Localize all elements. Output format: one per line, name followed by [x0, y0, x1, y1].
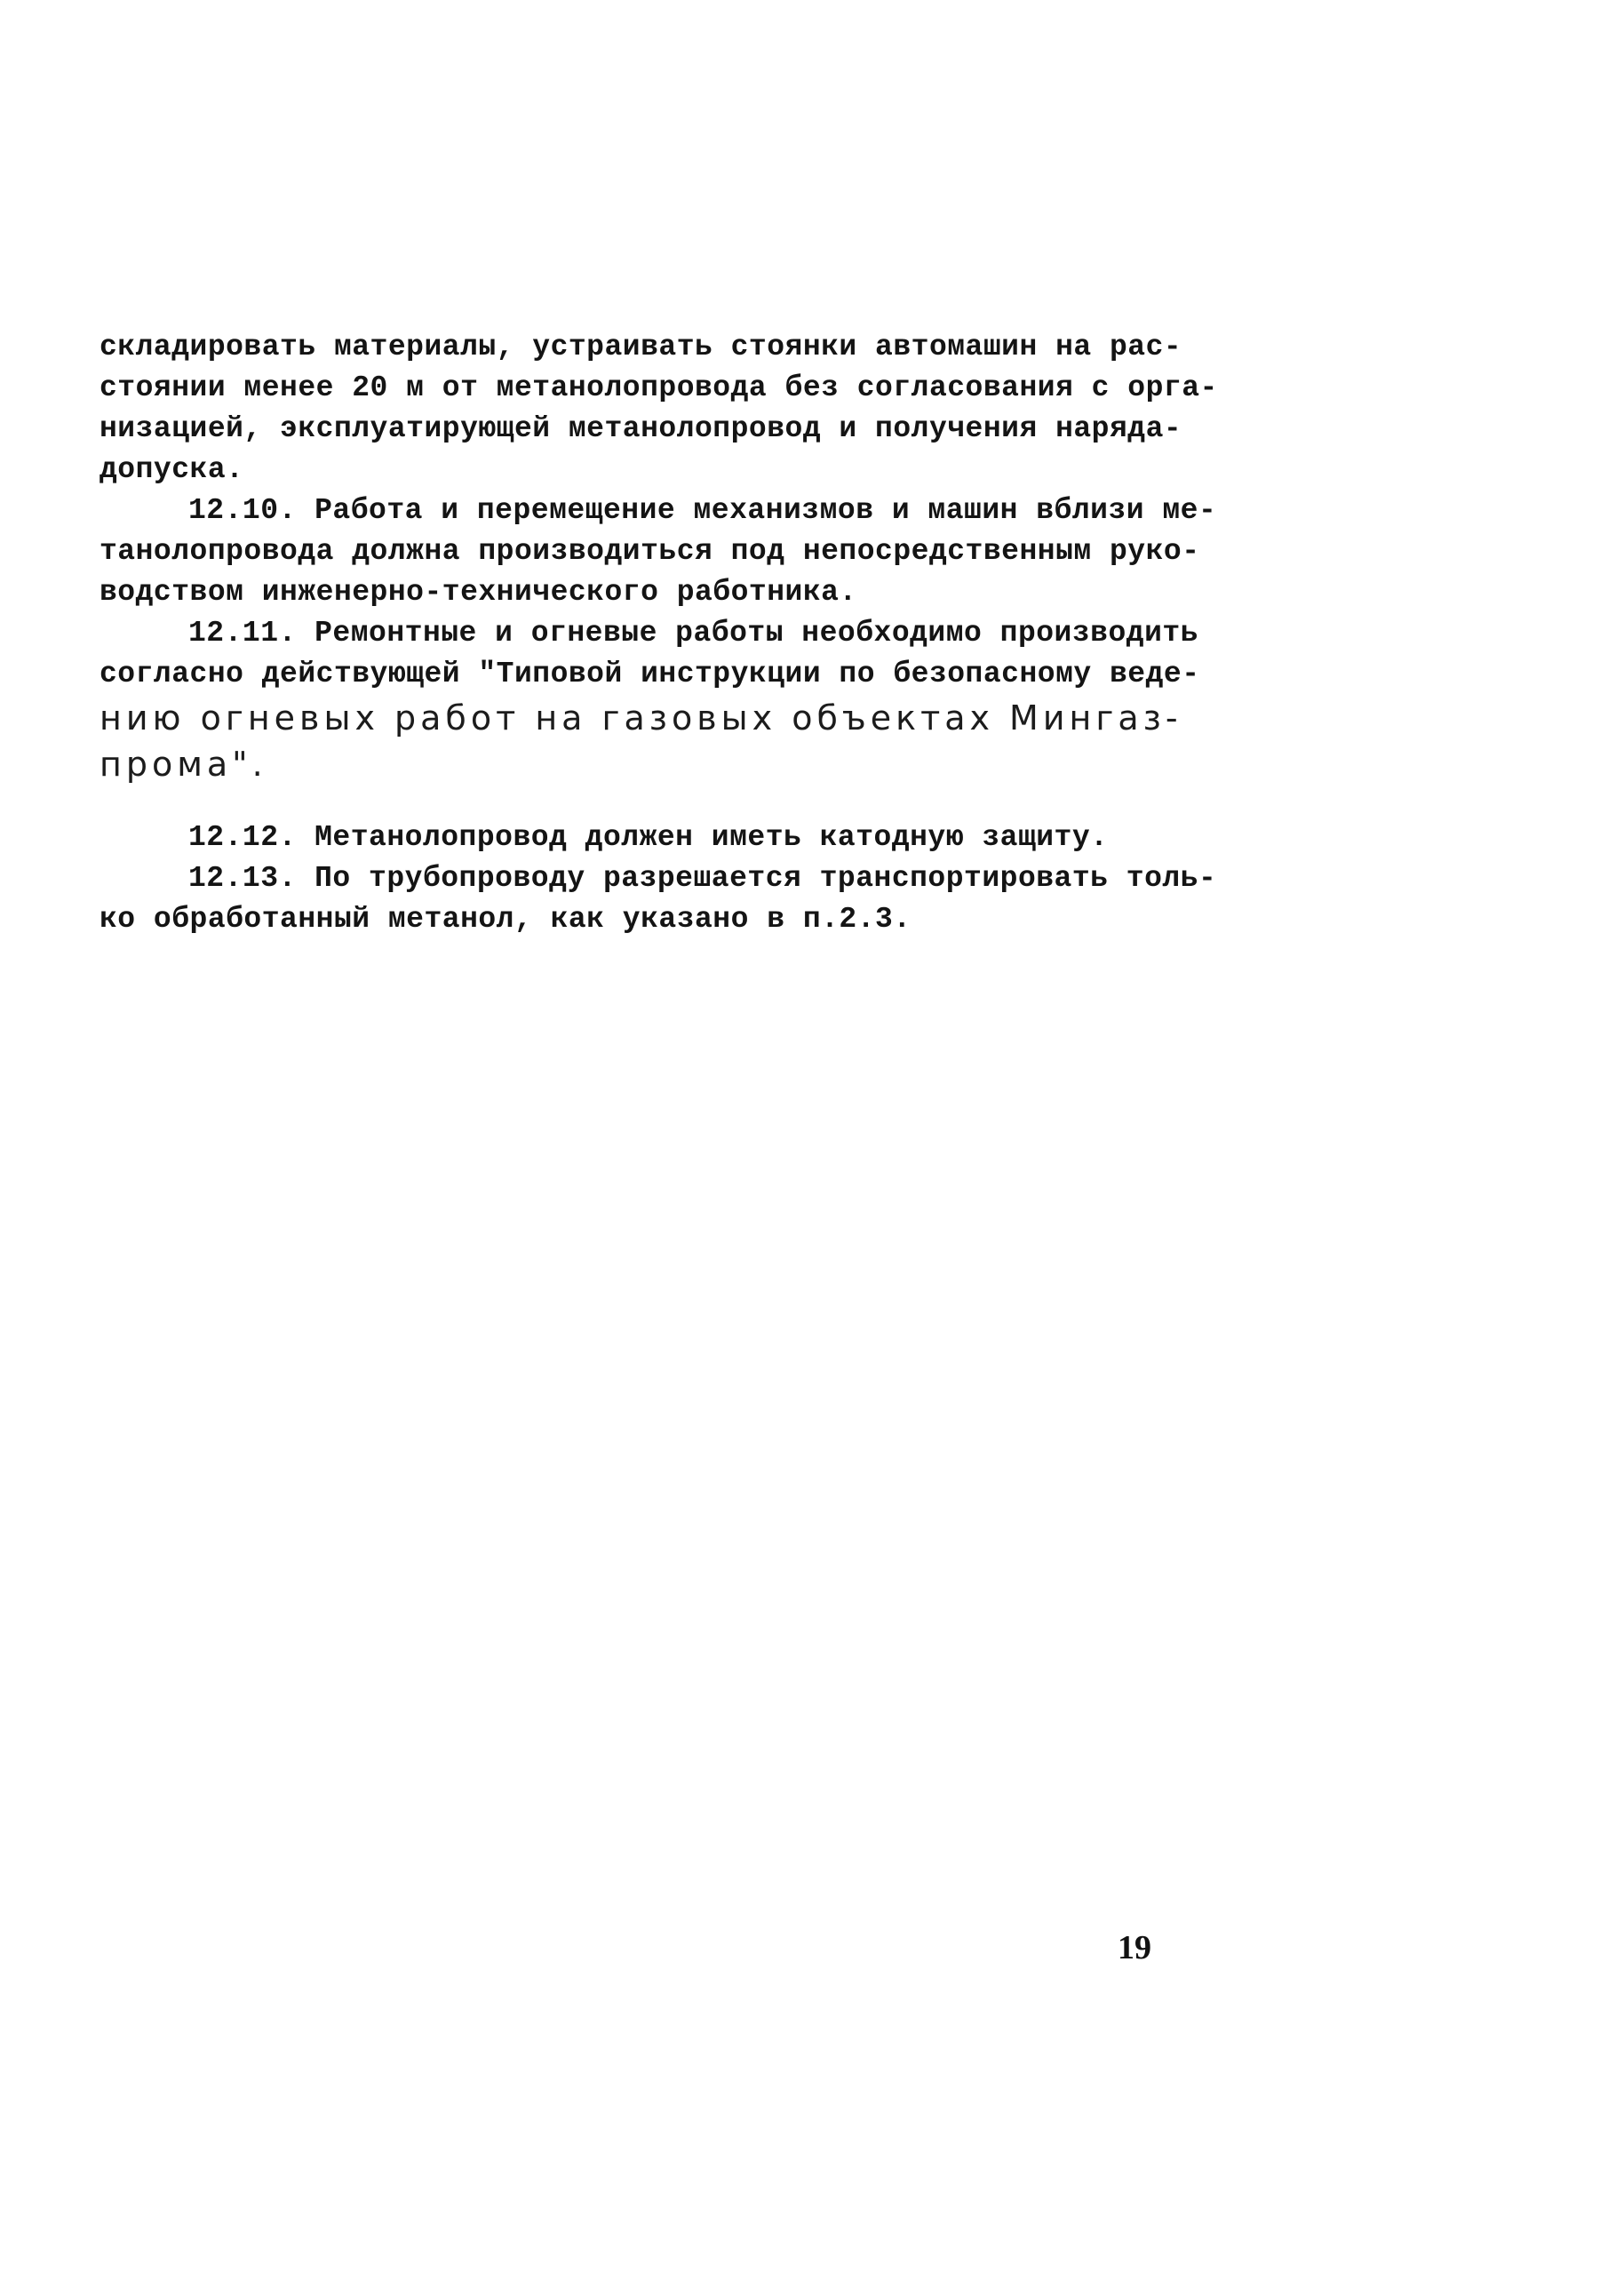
text-line: танолопровода должна производиться под непосредственным руко- — [100, 535, 1200, 568]
text-line: низацией, эксплуатирующей метанолопровод и получения наряда- — [100, 412, 1182, 445]
handwritten-line: прома". — [100, 745, 267, 784]
text-line: складировать материалы, устраивать стоянки автомашин на рас- — [100, 331, 1182, 363]
paragraph-12-11-start: 12.11. Ремонтные и огневые работы необходимо производить — [188, 617, 1198, 650]
text-line: стоянии менее 20 м от метанолопровода без согласования с орга- — [100, 371, 1218, 404]
paragraph-gap — [100, 787, 1192, 817]
paragraph-12-10-start: 12.10. Работа и перемещение механизмов и машин вблизи ме- — [188, 494, 1217, 527]
paragraph-12-12: 12.12. Метанолопровод должен иметь катодную защиту. — [188, 821, 1109, 854]
text-line: водством инженерно-технического работника. — [100, 576, 857, 609]
text-line: допуска. — [100, 453, 244, 486]
paragraph-12-13-start: 12.13. По трубопроводу разрешается транспортировать толь- — [188, 862, 1217, 895]
text-line: согласно действующей "Типовой инструкции по безопасному веде- — [100, 658, 1200, 690]
handwritten-line: нию огневых работ на газовых объектах Мингаз- — [100, 698, 1182, 738]
text-line: ко обработанный метанол, как указано в п.2.3. — [100, 903, 912, 936]
body-text — [100, 327, 1218, 940]
page-number: 19 — [1118, 1929, 1151, 1966]
